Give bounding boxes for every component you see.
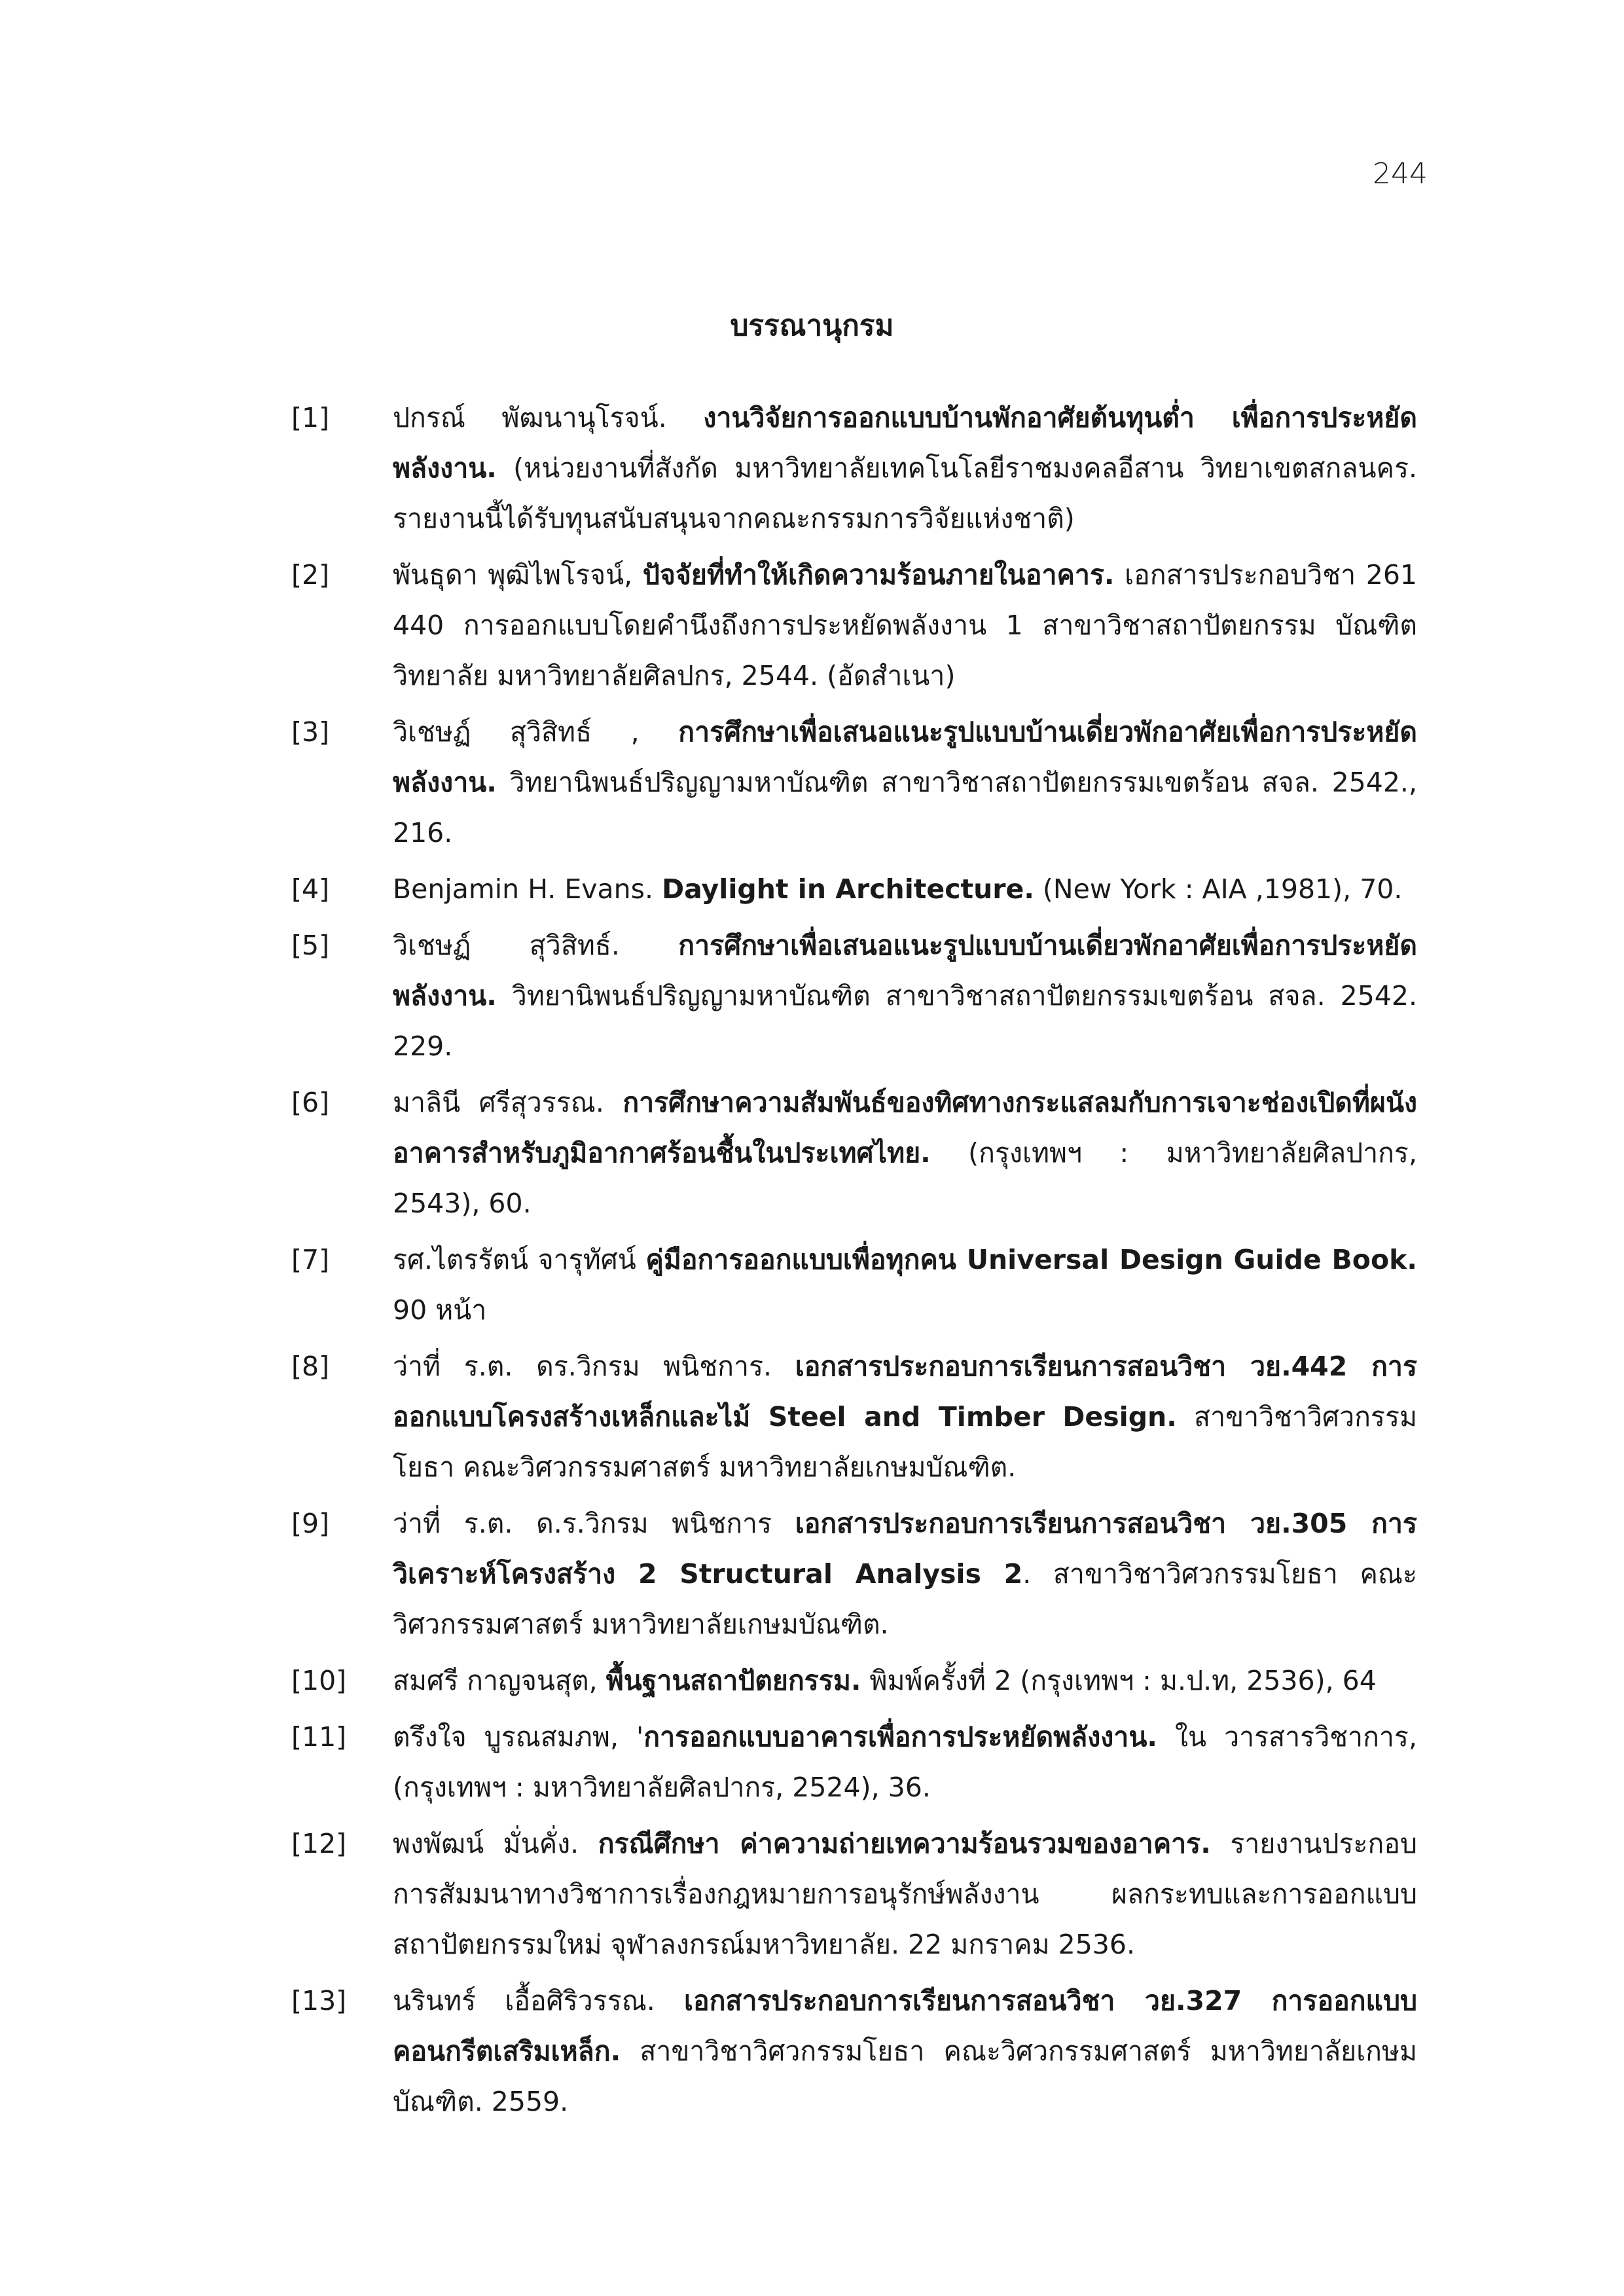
reference-number: [10] — [291, 1665, 347, 1696]
reference-title: การศึกษาเพื่อเสนอแนะรูปแบบบ้านเดี่ยวพักอาศัยเพื่อการประหยัดพลังงาน. — [393, 716, 1417, 798]
reference-title: เอกสารประกอบการเรียนการสอนวิชา วย.327 การออกแบบคอนกรีตเสริมเหล็ก. — [393, 1985, 1417, 2067]
page-number: 244 — [1373, 157, 1428, 191]
reference-item — [291, 864, 1417, 915]
reference-author: พงพัฒน์ มั่นคั่ง. — [393, 1828, 598, 1859]
reference-list — [291, 393, 1417, 2133]
reference-item — [291, 1078, 1417, 1229]
reference-item — [291, 920, 1417, 1072]
reference-author: ว่าที่ ร.ต. ดร.วิกรม พนิชการ. — [393, 1351, 795, 1382]
reference-body — [393, 1656, 1417, 1706]
reference-author: นรินทร์ เอื้อศิริวรรณ. — [393, 1985, 685, 2016]
reference-body — [393, 864, 1417, 915]
reference-item — [291, 1656, 1417, 1706]
reference-item — [291, 1976, 1417, 2127]
reference-title: การออกแบบอาคารเพื่อการประหยัดพลังงาน. — [643, 1721, 1157, 1753]
reference-details: ใน วารสารวิชาการ, (กรุงเทพฯ : มหาวิทยาลัยศิลปากร, 2524), 36. — [393, 1721, 1417, 1803]
reference-author: Benjamin H. Evans. — [393, 873, 662, 905]
reference-body — [393, 1499, 1417, 1650]
reference-body — [393, 707, 1417, 858]
reference-body — [393, 1341, 1417, 1493]
reference-body — [393, 1712, 1417, 1813]
reference-author: วิเชษฏ์ สุวิสิทธ์ , — [393, 716, 679, 748]
reference-title: กรณีศึกษา ค่าความถ่ายเทความร้อนรวมของอาคาร. — [598, 1828, 1211, 1859]
reference-item — [291, 707, 1417, 858]
reference-title: เอกสารประกอบการเรียนการสอนวิชา วย.442 การออกแบบโครงสร้างเหล็กและไม้ Steel and Timber Design. — [393, 1351, 1417, 1432]
reference-number: [6] — [291, 1087, 330, 1118]
reference-details: สาขาวิชาวิศวกรรมโยธา คณะวิศวกรรมศาสตร์ มหาวิทยาลัยเกษมบัณฑิต. — [393, 1401, 1417, 1483]
reference-author: ตรึงใจ บูรณสมภพ, ' — [393, 1721, 644, 1753]
reference-author: สมศรี กาญจนสุต, — [393, 1665, 606, 1696]
reference-details: พิมพ์ครั้งที่ 2 (กรุงเทพฯ : ม.ป.ท, 2536), 64 — [861, 1665, 1377, 1696]
reference-item — [291, 550, 1417, 701]
reference-number: [2] — [291, 559, 330, 591]
reference-details: (New York : AIA ,1981), 70. — [1034, 873, 1403, 905]
reference-title: การศึกษาเพื่อเสนอแนะรูปแบบบ้านเดี่ยวพักอาศัยเพื่อการประหยัดพลังงาน. — [393, 930, 1417, 1011]
reference-item — [291, 1341, 1417, 1493]
reference-author: รศ.ไตรรัตน์ จารุทัศน์ — [393, 1244, 646, 1275]
reference-item — [291, 1499, 1417, 1650]
reference-number: [9] — [291, 1508, 330, 1539]
reference-title: เอกสารประกอบการเรียนการสอนวิชา วย.305 การวิเคราะห์โครงสร้าง 2 Structural Analysis 2 — [393, 1508, 1417, 1590]
reference-details: (หน่วยงานที่สังกัด มหาวิทยาลัยเทคโนโลยีราชมงคลอีสาน วิทยาเขตสกลนคร. รายงานนี้ได้รับทุนสนับสนุนจากคณะกรรมการวิจัยแห่งชาติ) — [393, 452, 1417, 534]
reference-item — [291, 393, 1417, 544]
reference-author: พันธุดา พุฒิไพโรจน์, — [393, 559, 643, 591]
reference-number: [13] — [291, 1985, 347, 2016]
reference-number: [4] — [291, 873, 330, 905]
reference-body — [393, 1078, 1417, 1229]
reference-details: เอกสารประกอบวิชา 261 440 การออกแบบโดยคำนึงถึงการประหยัดพลังงาน 1 สาขาวิชาสถาปัตยกรรม บัณฑิตวิทยาลัย มหาวิทยาลัยศิลปกร, 2544. (อัดสำเนา) — [393, 559, 1417, 691]
reference-body — [393, 1819, 1417, 1970]
reference-number: [5] — [291, 930, 330, 961]
reference-title: ปัจจัยที่ทำให้เกิดความร้อนภายในอาคาร. — [642, 559, 1115, 591]
reference-number: [8] — [291, 1351, 330, 1382]
reference-body — [393, 393, 1417, 544]
reference-title: พื้นฐานสถาปัตยกรรม. — [605, 1665, 861, 1696]
reference-number: [12] — [291, 1828, 347, 1859]
reference-author: ปกรณ์ พัฒนานุโรจน์. — [393, 402, 704, 433]
reference-details: วิทยานิพนธ์ปริญญามหาบัณฑิต สาขาวิชาสถาปัตยกรรมเขตร้อน สจล. 2542. 229. — [393, 980, 1417, 1062]
reference-details: วิทยานิพนธ์ปริญญามหาบัณฑิต สาขาวิชาสถาปัตยกรรมเขตร้อน สจล. 2542., 216. — [393, 767, 1417, 848]
reference-number: [7] — [291, 1244, 330, 1275]
reference-details: รายงานประกอบการสัมมนาทางวิชาการเรื่องกฎหมายการอนุรักษ์พลังงาน ผลกระทบและการออกแบบสถาปัตยกรรมใหม่ จุฬาลงกรณ์มหาวิทยาลัย. 22 มกราคม 2536. — [393, 1828, 1417, 1960]
page-title: บรรณานุกรม — [730, 309, 894, 342]
reference-author: มาลินี ศรีสุวรรณ. — [393, 1087, 623, 1118]
reference-title: Daylight in Architecture. — [662, 873, 1034, 905]
reference-item — [291, 1712, 1417, 1813]
reference-number: [3] — [291, 716, 330, 748]
reference-details: สาขาวิชาวิศวกรรมโยธา คณะวิศวกรรมศาสตร์ มหาวิทยาลัยเกษมบัณฑิต. 2559. — [393, 2035, 1417, 2117]
reference-number: [11] — [291, 1721, 347, 1753]
reference-author: วิเชษฏ์ สุวิสิทธ์. — [393, 930, 679, 961]
reference-body — [393, 920, 1417, 1072]
reference-details: . สาขาวิชาวิศวกรรมโยธา คณะวิศวกรรมศาสตร์ มหาวิทยาลัยเกษมบัณฑิต. — [393, 1558, 1417, 1640]
reference-body — [393, 550, 1417, 701]
reference-details: (กรุงเทพฯ : มหาวิทยาลัยศิลปากร, 2543), 60. — [393, 1137, 1417, 1219]
reference-title: งานวิจัยการออกแบบบ้านพักอาศัยต้นทุนต่ำ เพื่อการประหยัดพลังงาน. — [393, 402, 1417, 484]
reference-body — [393, 1976, 1417, 2127]
reference-body — [393, 1235, 1417, 1336]
reference-author: ว่าที่ ร.ต. ด.ร.วิกรม พนิชการ — [393, 1508, 795, 1539]
reference-item — [291, 1819, 1417, 1970]
reference-number: [1] — [291, 402, 330, 433]
reference-title: คู่มือการออกแบบเพื่อทุกคน Universal Design Guide Book. — [645, 1244, 1417, 1275]
reference-title: การศึกษาความสัมพันธ์ของทิศทางกระแสลมกับการเจาะช่องเปิดที่ผนังอาคารสำหรับภูมิอากาศร้อนชื้นในประเทศไทย. — [393, 1087, 1417, 1169]
reference-item — [291, 1235, 1417, 1336]
reference-details: 90 หน้า — [393, 1294, 487, 1326]
